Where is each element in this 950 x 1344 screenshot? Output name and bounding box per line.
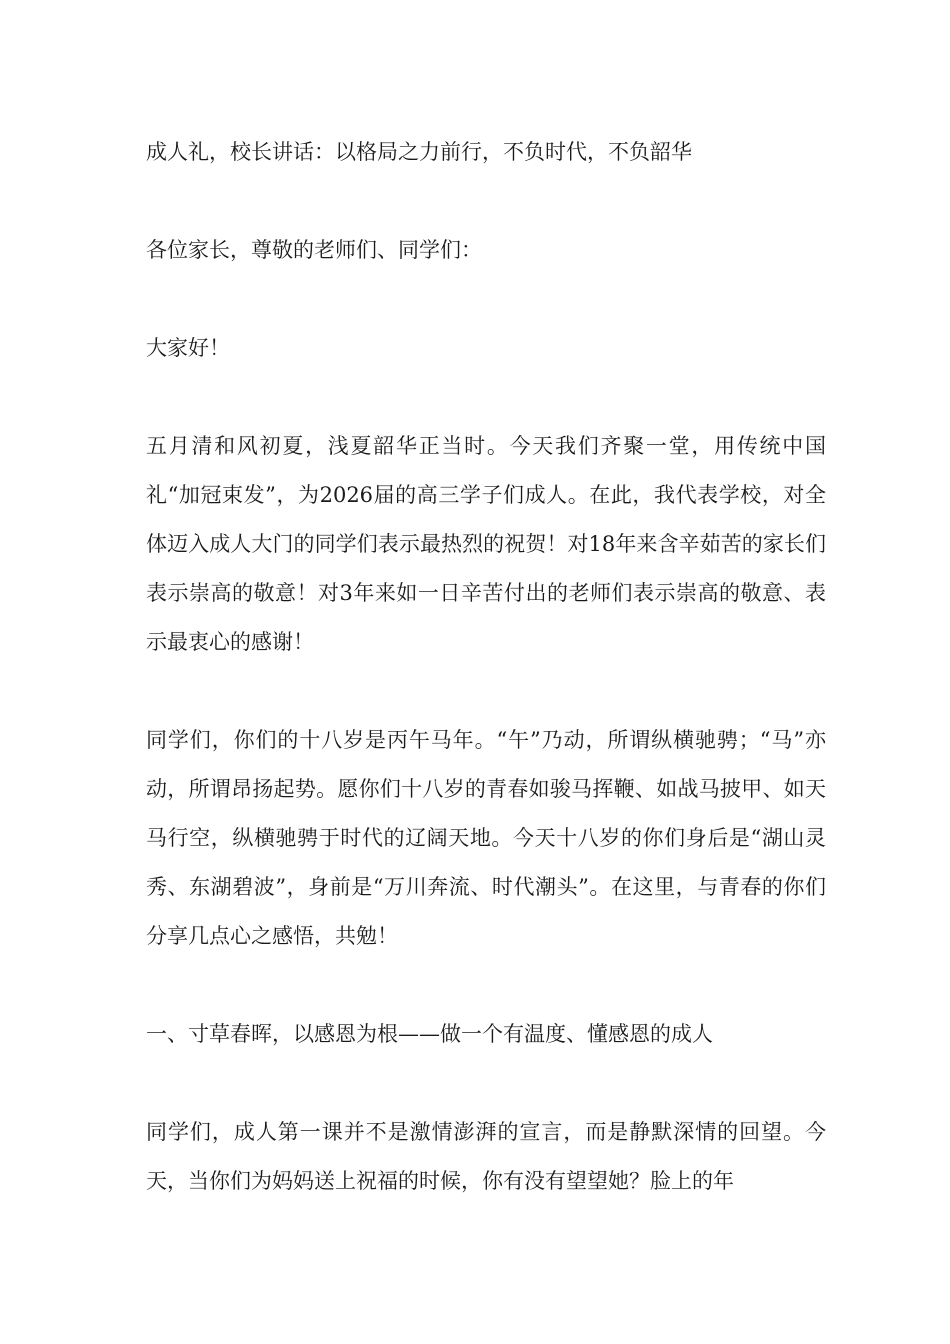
paragraph-gratitude: 同学们，成人第一课并不是激情澎湃的宣言，而是静默深情的回望。今天，当你们为妈妈送上祝福的时候，你有没有望望她？脸上的年 [146, 1120, 826, 1193]
document-body [146, 128, 826, 1206]
paragraph-horse-year: 同学们，你们的十八岁是丙午马年。“午”乃动，所谓纵横驰骋；“马”亦动，所谓昂扬起势。愿你们十八岁的青春如骏马挥鞭、如战马披甲、如天马行空，纵横驰骋于时代的辽阔天地。今天十八岁的你们身后是“湖山灵秀、东湖碧波”，身前是“万川奔流、时代潮头”。在这里，与青春的你们分享几点心之感悟，共勉！ [146, 728, 826, 948]
document-title: 成人礼，校长讲话：以格局之力前行，不负时代，不负韶华 [146, 140, 692, 164]
paragraph-opening: 五月清和风初夏，浅夏韶华正当时。今天我们齐聚一堂，用传统中国礼“加冠束发”，为2026届的高三学子们成人。在此，我代表学校，对全体迈入成人大门的同学们表示最热烈的祝贺！对18年来含辛茹苦的家长们表示崇高的敬意！对3年来如一日辛苦付出的老师们表示崇高的敬意、表示最衷心的感谢！ [146, 434, 826, 654]
salutation: 各位家长，尊敬的老师们、同学们： [146, 238, 482, 262]
section-heading-gratitude: 一、寸草春晖，以感恩为根——做一个有温度、懂感恩的成人 [146, 1022, 713, 1046]
greeting: 大家好！ [146, 336, 230, 360]
